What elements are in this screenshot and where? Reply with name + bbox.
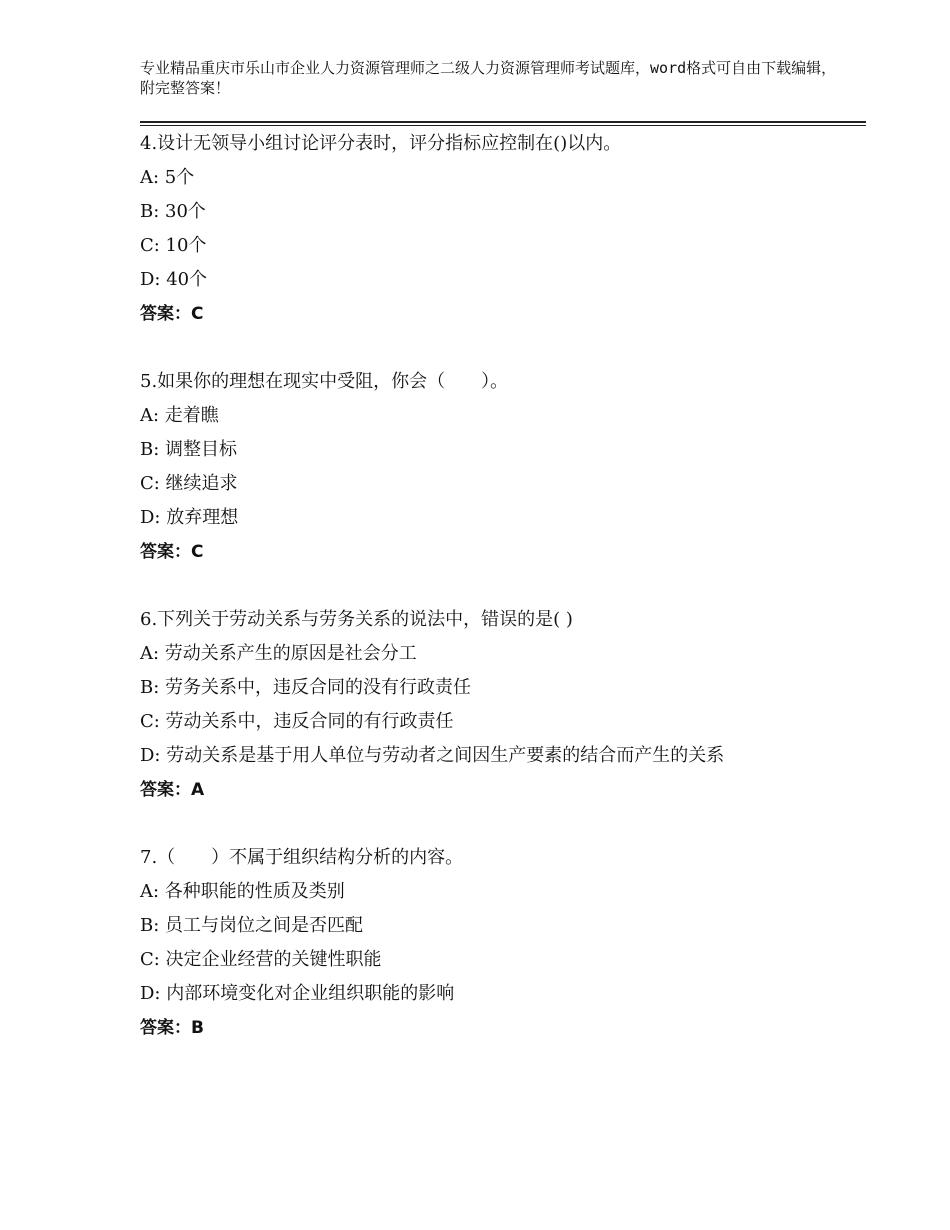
option-c: C: 决定企业经营的关键性职能 (140, 949, 382, 970)
question-list (140, 127, 820, 1079)
question-stem: 5.如果你的理想在现实中受阻，你会（ ）。 (140, 371, 509, 392)
question-6 (140, 603, 820, 807)
option-b: B: 劳务关系中，违反合同的没有行政责任 (140, 677, 472, 698)
option-c: C: 劳动关系中，违反合同的有行政责任 (140, 711, 454, 732)
option-a: A: 5个 (140, 167, 195, 188)
answer: 答案：B (140, 1018, 204, 1038)
answer: 答案：C (140, 542, 204, 562)
question-7 (140, 841, 820, 1045)
question-stem: 7.（ ）不属于组织结构分析的内容。 (140, 847, 464, 868)
question-stem: 6.下列关于劳动关系与劳务关系的说法中，错误的是( ) (140, 609, 573, 630)
option-d: D: 40个 (140, 269, 208, 290)
option-a: A: 各种职能的性质及类别 (140, 881, 345, 902)
question-stem: 4.设计无领导小组讨论评分表时，评分指标应控制在()以内。 (140, 133, 622, 154)
header-rule-thin (140, 125, 866, 126)
option-d: D: 放弃理想 (140, 507, 239, 528)
header-rule-thick (140, 121, 866, 123)
option-b: B: 员工与岗位之间是否匹配 (140, 915, 364, 936)
option-d: D: 劳动关系是基于用人单位与劳动者之间因生产要素的结合而产生的关系 (140, 745, 725, 766)
option-c: C: 10个 (140, 235, 207, 256)
document-header: 专业精品重庆市乐山市企业人力资源管理师之二级人力资源管理师考试题库，word格式可自由下载编辑，附完整答案！ (140, 59, 837, 97)
option-b: B: 30个 (140, 201, 206, 222)
question-5 (140, 365, 820, 569)
option-d: D: 内部环境变化对企业组织职能的影响 (140, 983, 455, 1004)
option-a: A: 劳动关系产生的原因是社会分工 (140, 643, 417, 664)
answer: 答案：C (140, 304, 204, 324)
question-4 (140, 127, 820, 331)
option-c: C: 继续追求 (140, 473, 238, 494)
answer: 答案：A (140, 780, 205, 800)
option-b: B: 调整目标 (140, 439, 238, 460)
option-a: A: 走着瞧 (140, 405, 219, 426)
